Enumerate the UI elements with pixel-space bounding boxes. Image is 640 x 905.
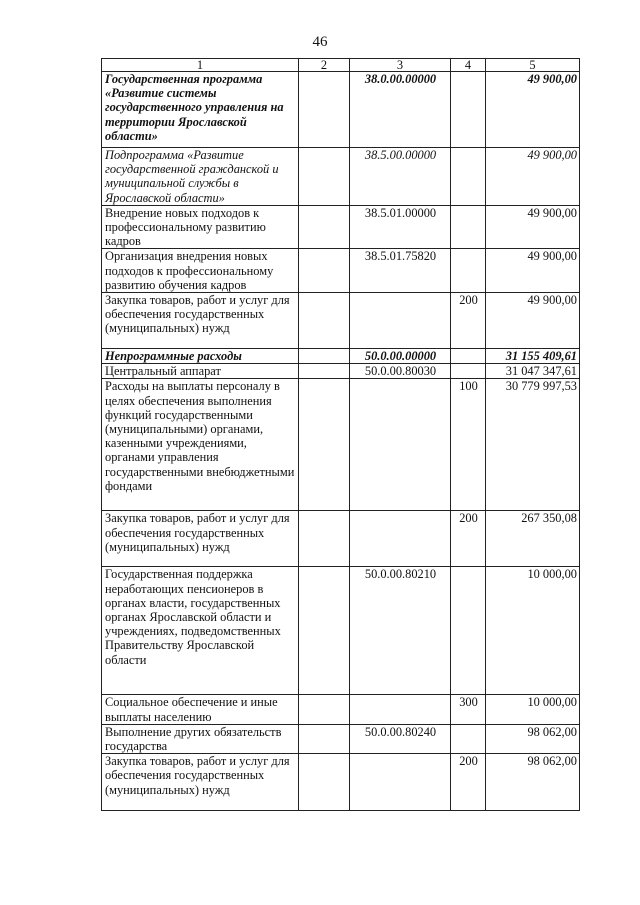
header-col-1: 1 <box>102 59 299 72</box>
row-col2 <box>299 567 350 695</box>
row-col2 <box>299 379 350 511</box>
row-amount: 49 900,00 <box>486 249 580 293</box>
row-expense-type: 300 <box>451 695 486 724</box>
table-row <box>102 249 580 293</box>
row-col2 <box>299 205 350 249</box>
table-row <box>102 695 580 724</box>
page-number: 46 <box>312 34 328 50</box>
row-col2 <box>299 148 350 206</box>
row-code: 50.0.00.80030 <box>350 364 451 379</box>
header-col-3: 3 <box>350 59 451 72</box>
row-amount: 49 900,00 <box>486 293 580 349</box>
row-amount: 98 062,00 <box>486 754 580 811</box>
row-expense-type <box>451 364 486 379</box>
row-amount: 98 062,00 <box>486 724 580 753</box>
row-expense-type <box>451 567 486 695</box>
header-col-4: 4 <box>451 59 486 72</box>
row-name: Государственная поддержка неработающих пенсионеров в органах власти, государственных органах Ярославской области и учреждениях, подведомственных Правительству Ярославской области <box>102 567 299 695</box>
row-expense-type <box>451 72 486 148</box>
row-amount: 31 155 409,61 <box>486 349 580 364</box>
row-amount: 267 350,08 <box>486 511 580 567</box>
row-code: 38.5.01.00000 <box>350 205 451 249</box>
row-code <box>350 293 451 349</box>
row-col2 <box>299 364 350 379</box>
row-amount: 10 000,00 <box>486 567 580 695</box>
row-code: 50.0.00.80240 <box>350 724 451 753</box>
row-amount: 49 900,00 <box>486 72 580 148</box>
row-expense-type: 200 <box>451 754 486 811</box>
row-col2 <box>299 511 350 567</box>
row-code <box>350 379 451 511</box>
budget-table <box>101 58 580 811</box>
row-amount: 49 900,00 <box>486 148 580 206</box>
row-col2 <box>299 72 350 148</box>
row-code <box>350 754 451 811</box>
row-name: Закупка товаров, работ и услуг для обеспечения государственных (муниципальных) нужд <box>102 293 299 349</box>
row-code: 50.0.00.00000 <box>350 349 451 364</box>
row-col2 <box>299 249 350 293</box>
row-expense-type: 100 <box>451 379 486 511</box>
row-col2 <box>299 724 350 753</box>
row-name: Непрограммные расходы <box>102 349 299 364</box>
header-row <box>102 59 580 72</box>
row-code: 50.0.00.80210 <box>350 567 451 695</box>
row-col2 <box>299 293 350 349</box>
row-name: Социальное обеспечение и иные выплаты населению <box>102 695 299 724</box>
row-expense-type <box>451 724 486 753</box>
table-body <box>102 72 580 811</box>
row-amount: 31 047 347,61 <box>486 364 580 379</box>
table-row <box>102 364 580 379</box>
row-col2 <box>299 349 350 364</box>
row-code: 38.5.00.00000 <box>350 148 451 206</box>
table-row <box>102 754 580 811</box>
row-name: Внедрение новых подходов к профессиональному развитию кадров <box>102 205 299 249</box>
row-name: Подпрограмма «Развитие государственной гражданской и муниципальной службы в Ярославской области» <box>102 148 299 206</box>
table-row <box>102 205 580 249</box>
header-col-5: 5 <box>486 59 580 72</box>
row-expense-type <box>451 249 486 293</box>
table-row <box>102 148 580 206</box>
row-col2 <box>299 754 350 811</box>
row-col2 <box>299 695 350 724</box>
row-name: Государственная программа «Развитие системы государственного управления на территории Ярославской области» <box>102 72 299 148</box>
row-name: Центральный аппарат <box>102 364 299 379</box>
row-code <box>350 695 451 724</box>
table-row <box>102 379 580 511</box>
row-code: 38.5.01.75820 <box>350 249 451 293</box>
row-expense-type: 200 <box>451 511 486 567</box>
table-row <box>102 293 580 349</box>
row-code <box>350 511 451 567</box>
row-expense-type: 200 <box>451 293 486 349</box>
row-name: Организация внедрения новых подходов к профессиональному развитию обучения кадров <box>102 249 299 293</box>
row-code: 38.0.00.00000 <box>350 72 451 148</box>
header-col-2: 2 <box>299 59 350 72</box>
table-row <box>102 724 580 753</box>
row-expense-type <box>451 349 486 364</box>
row-amount: 49 900,00 <box>486 205 580 249</box>
table-row <box>102 72 580 148</box>
row-name: Расходы на выплаты персоналу в целях обеспечения выполнения функций государственными (муниципальными) органами, казенными учреждениями, органами управления государственными внебюджетными фондами <box>102 379 299 511</box>
row-name: Закупка товаров, работ и услуг для обеспечения государственных (муниципальных) нужд <box>102 511 299 567</box>
row-amount: 30 779 997,53 <box>486 379 580 511</box>
row-expense-type <box>451 148 486 206</box>
table-row <box>102 511 580 567</box>
table-row <box>102 567 580 695</box>
row-name: Выполнение других обязательств государства <box>102 724 299 753</box>
row-amount: 10 000,00 <box>486 695 580 724</box>
row-name: Закупка товаров, работ и услуг для обеспечения государственных (муниципальных) нужд <box>102 754 299 811</box>
row-expense-type <box>451 205 486 249</box>
table-row <box>102 349 580 364</box>
